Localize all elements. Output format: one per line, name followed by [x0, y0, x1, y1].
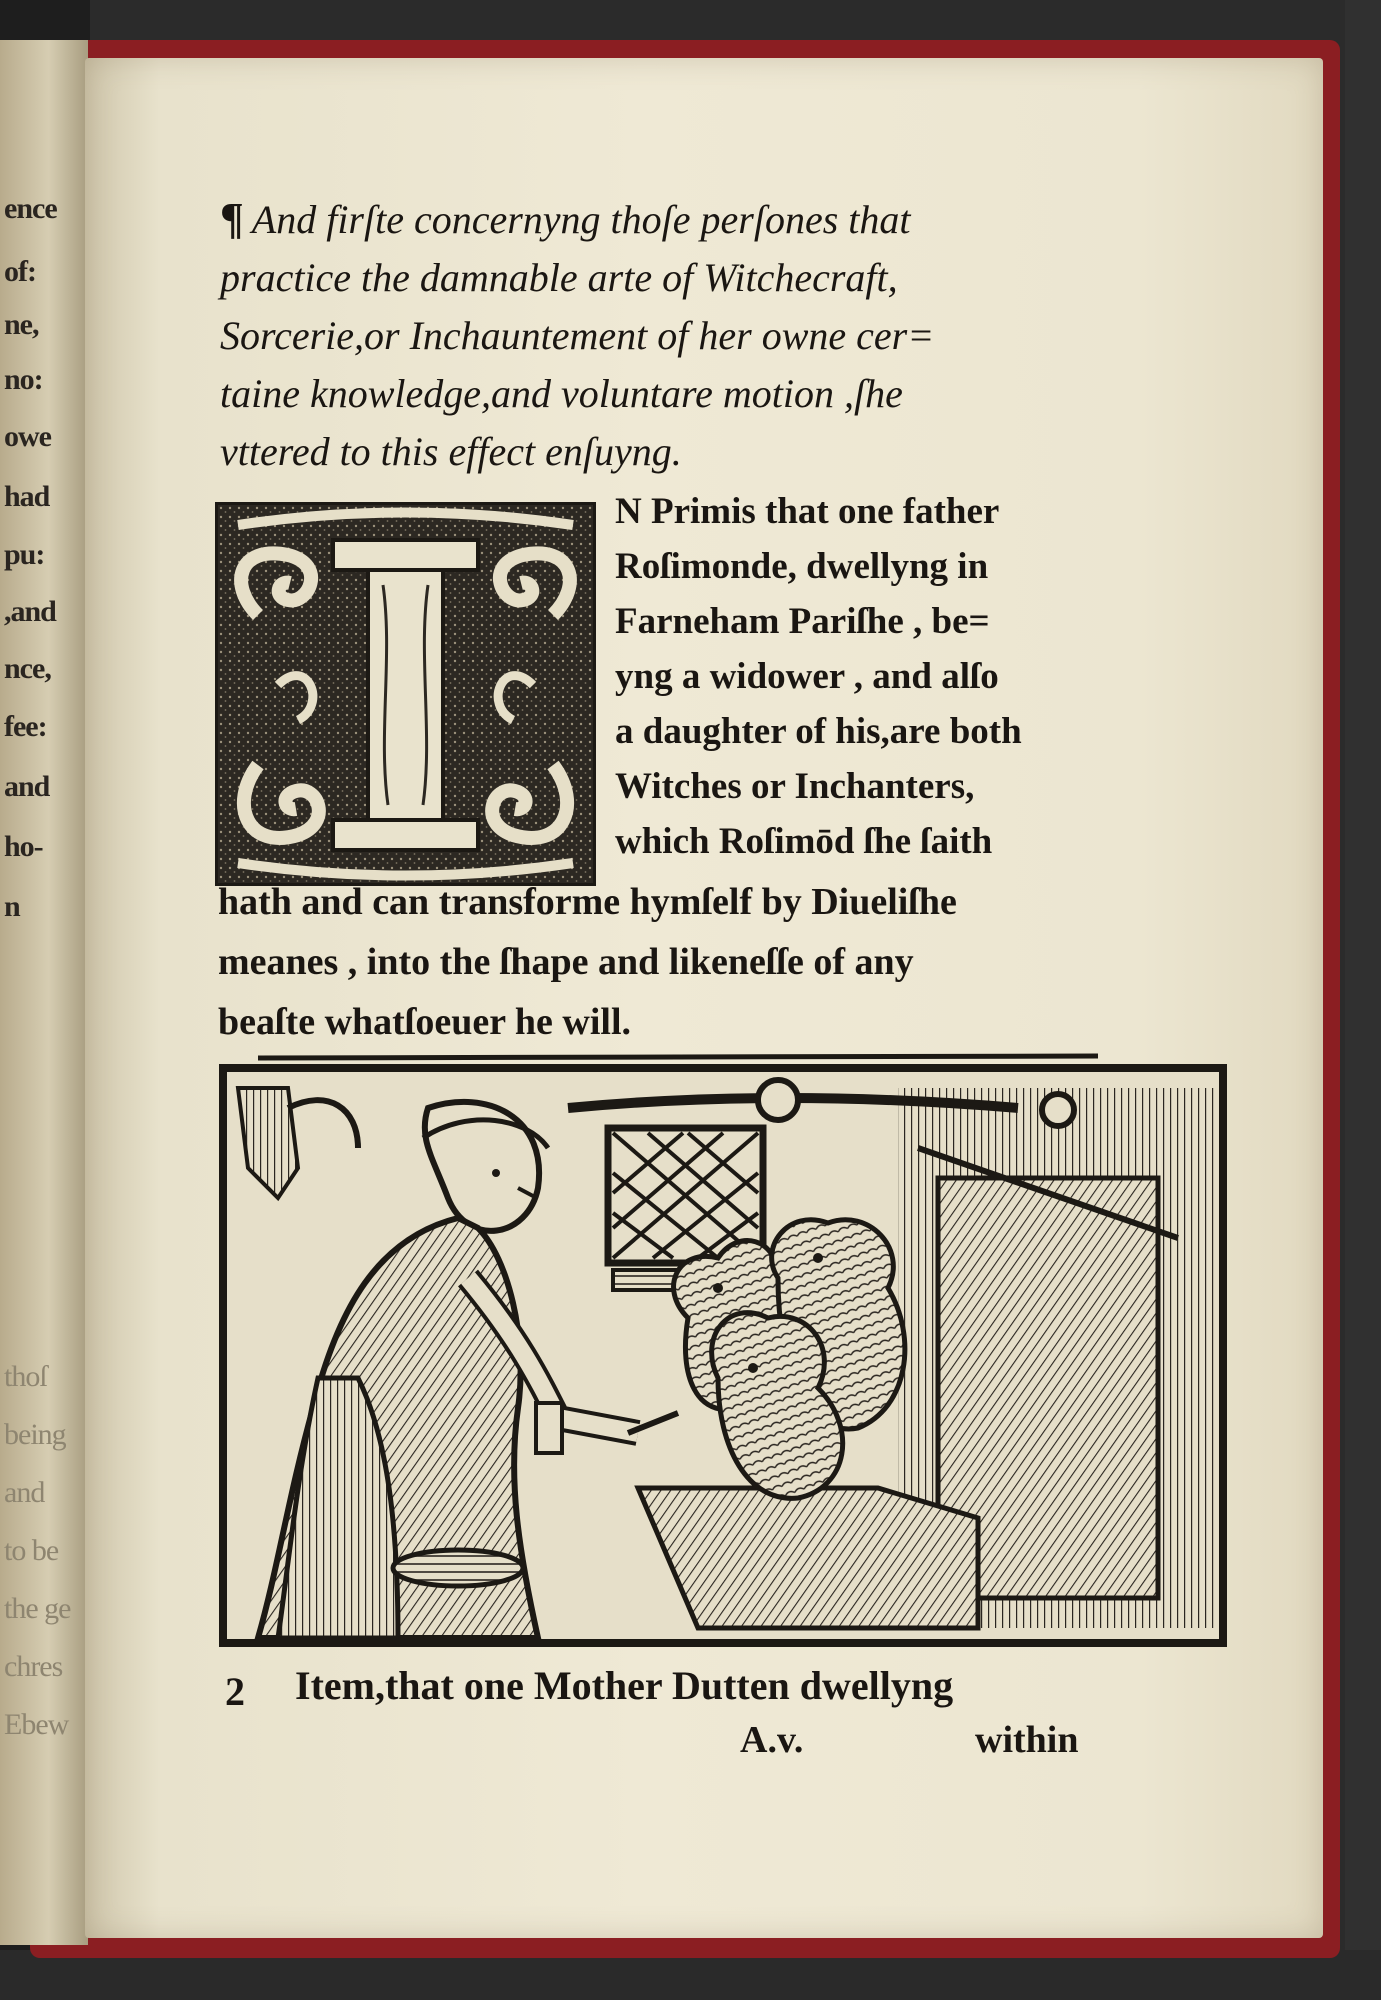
body-line: a daughter of his,are both — [615, 711, 1022, 752]
heading-line: practice the damnable arte of Witchecraft, — [220, 255, 898, 300]
heading-line — [220, 190, 1090, 249]
left-page-line: nce, — [4, 652, 51, 685]
left-page-faint-line: to be — [4, 1534, 59, 1567]
body-line: Witches or Inchanters, — [615, 766, 975, 807]
left-page-line: ence — [4, 192, 57, 225]
signature-mark: A.v. — [740, 1719, 804, 1761]
left-page-line: ho- — [4, 830, 43, 863]
left-page-faint-line: thoſ — [4, 1360, 47, 1393]
item-text: Item,that one Mother Dutten dwellyng — [295, 1663, 954, 1708]
left-page-line: no: — [4, 363, 43, 396]
body-line: Farneham Pariſhe , be= — [615, 601, 990, 642]
left-page-line: ne, — [4, 308, 39, 341]
left-page-line: had — [4, 480, 50, 513]
body-line: N Primis that one father — [615, 491, 1000, 532]
woodcut-witch-feeding-familiars-icon — [218, 1048, 1228, 1648]
section-heading — [220, 190, 1090, 481]
left-page-faint-line: being — [4, 1418, 66, 1451]
body-line: which Roſimōd ſhe ſaith — [615, 821, 993, 862]
body-line: meanes , into the ſhape and likeneſſe of any — [218, 941, 914, 983]
heading-line-text: And firſte concernyng thoſe perſones that — [251, 197, 911, 242]
left-page-line: fee: — [4, 710, 47, 743]
left-page-faint-line: and — [4, 1476, 45, 1509]
heading-line: Sorcerie,or Inchauntement of her owne cer= — [220, 313, 935, 358]
item-number: 2 — [225, 1669, 245, 1714]
left-page-faint-line: chres — [4, 1650, 63, 1683]
heading-line: taine knowledge,and voluntare motion ,ſhe — [220, 371, 903, 416]
left-page-line: n — [4, 890, 20, 923]
body-line: Roſimonde, dwellyng in — [615, 546, 989, 587]
left-page-line: pu: — [4, 538, 45, 571]
body-line: hath and can transforme hymſelf by Diueliſhe — [218, 881, 957, 923]
left-page-line: of: — [4, 255, 36, 288]
body-line: yng a widower , and alſo — [615, 656, 999, 697]
left-page-faint-line: the ge — [4, 1592, 71, 1625]
ornament-icon — [218, 505, 593, 883]
body-line: beaſte whatſoeuer he will. — [218, 1001, 632, 1043]
catchword: within — [975, 1719, 1079, 1761]
woodcut-illustration — [218, 1048, 1228, 1648]
background-right — [1345, 0, 1381, 2000]
pilcrow-icon: ¶ — [220, 194, 244, 243]
left-page — [0, 40, 88, 1945]
left-page-line: owe — [4, 420, 51, 453]
left-page-line: and — [4, 770, 50, 803]
left-page-faint-line: Ebew — [4, 1708, 69, 1741]
heading-line: vttered to this effect enſuyng. — [220, 429, 682, 474]
left-page-line: ,and — [4, 595, 56, 628]
decorated-initial — [215, 502, 596, 886]
